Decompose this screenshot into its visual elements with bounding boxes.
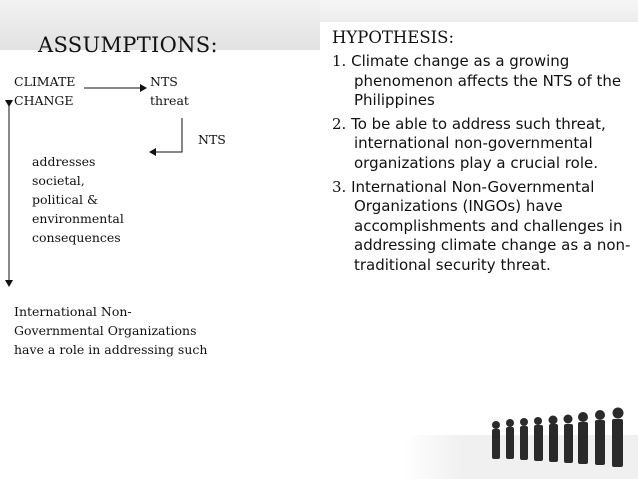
business-people-silhouette-image	[404, 395, 638, 479]
hypothesis-num: 1.	[332, 52, 347, 70]
arrow-nts-to-consequences	[150, 118, 182, 152]
hypothesis-text: International Non-Governmental Organizations (INGOs) have accomplishments and challenges in addressing climate change as a non- traditional security threat.	[351, 177, 631, 274]
consequences-text: addresses societal, political & environmental consequences	[32, 154, 124, 245]
title-bar-right	[320, 0, 638, 22]
climate-change-label: CLIMATE CHANGE	[14, 74, 76, 108]
hypothesis-item	[332, 178, 632, 276]
nts-label: NTS	[198, 132, 226, 147]
nts-threat-label: NTS threat	[150, 74, 189, 108]
hypothesis-item	[332, 115, 632, 174]
hypothesis-num: 3.	[332, 177, 347, 196]
hypothesis-list	[332, 52, 632, 280]
hypothesis-heading: HYPOTHESIS:	[332, 28, 455, 47]
hypothesis-num: 2.	[332, 114, 347, 133]
hypothesis-text: Climate change as a growing phenomenon affects the NTS of the Philippines	[351, 52, 622, 110]
assumptions-heading: ASSUMPTIONS:	[38, 33, 218, 57]
ingo-role-text: International Non- Governmental Organizations have a role in addressing such	[14, 304, 208, 357]
hypothesis-text: To be able to address such threat, international non-governmental organizations play a crucial role.	[351, 114, 606, 172]
hypothesis-item	[332, 52, 632, 111]
